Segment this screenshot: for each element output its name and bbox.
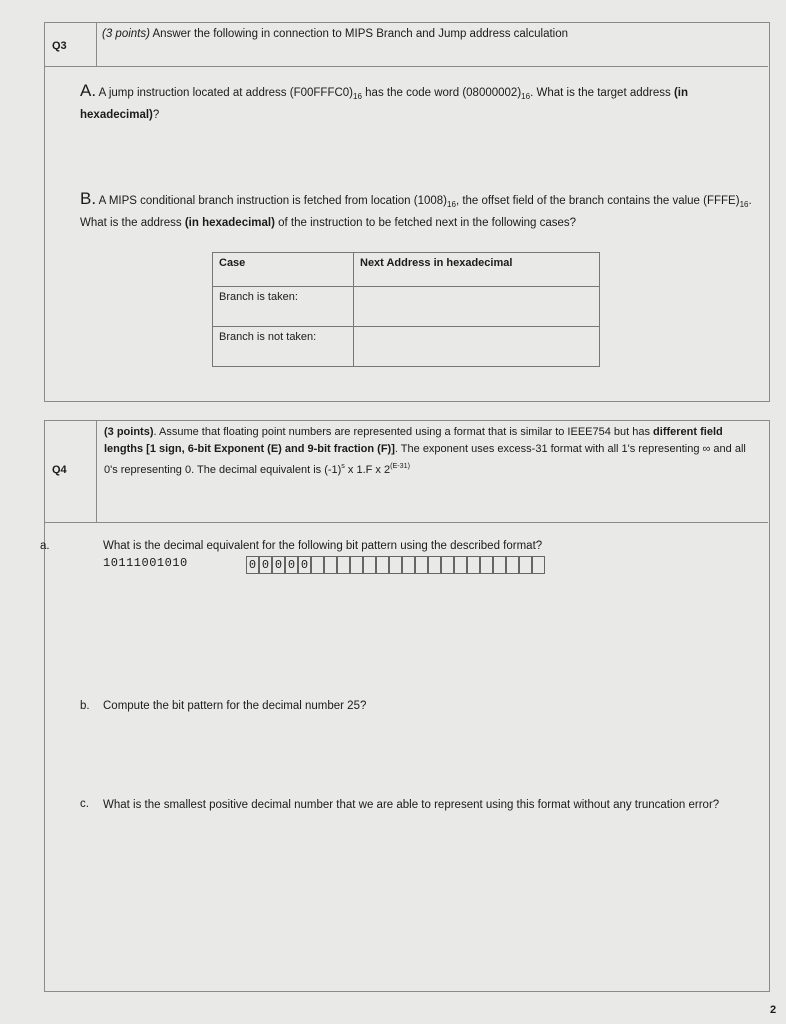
bit-cell[interactable]	[363, 556, 376, 574]
table-row	[213, 287, 600, 327]
q3-header	[102, 28, 752, 40]
bit-cell[interactable]: 0	[272, 556, 285, 574]
q3-label: Q3	[52, 40, 67, 52]
table-row	[213, 327, 600, 367]
q4-c-letter: c.	[80, 798, 89, 810]
bit-cell[interactable]	[402, 556, 415, 574]
table-cell-answer[interactable]	[354, 327, 600, 367]
q4-points: (3 points)	[104, 426, 154, 438]
q4-c-text: What is the smallest positive decimal number that we are able to represent using this format without any truncation error?	[103, 799, 720, 811]
bit-cell[interactable]	[376, 556, 389, 574]
page-number: 2	[770, 1004, 777, 1016]
table-header-row	[213, 253, 600, 287]
table-cell-case: Branch is taken:	[213, 287, 354, 327]
bit-cell[interactable]	[506, 556, 519, 574]
bit-cell[interactable]: 0	[298, 556, 311, 574]
q4-label-divider	[96, 420, 97, 522]
table-header-next-address: Next Address in hexadecimal	[354, 253, 600, 287]
bit-pattern: 10111001010	[103, 556, 188, 570]
bit-cell[interactable]	[519, 556, 532, 574]
bit-cell[interactable]	[480, 556, 493, 574]
bit-cell[interactable]: 0	[285, 556, 298, 574]
bit-cells	[246, 556, 545, 574]
q3-header-text: Answer the following in connection to MIPS Branch and Jump address calculation	[149, 28, 569, 40]
q3-part-b: B. A MIPS conditional branch instruction is fetched from location $(1008)_{16}$, the offset field of the branch contains the value $(FFFE)_{16}$. What is the address (in hexadecimal) of the instruction to be fetched next in the following cases?	[80, 189, 752, 229]
bit-cell[interactable]	[441, 556, 454, 574]
bit-cell[interactable]	[428, 556, 441, 574]
q4-a-text: What is the decimal equivalent for the following bit pattern using the described format?	[103, 540, 543, 552]
bit-cell[interactable]	[532, 556, 545, 574]
bit-cell[interactable]	[324, 556, 337, 574]
q3-b-letter: B.	[80, 189, 97, 208]
table-header-case: Case	[213, 253, 354, 287]
bit-cell[interactable]	[311, 556, 324, 574]
q3-a-letter: A.	[80, 81, 97, 100]
q3-points: (3 points)	[102, 28, 150, 40]
bit-cell[interactable]	[493, 556, 506, 574]
q4-label: Q4	[52, 464, 67, 476]
q4-a-letter: a.	[40, 540, 50, 552]
infinity-symbol: ∞	[702, 443, 711, 455]
table-cell-case: Branch is not taken:	[213, 327, 354, 367]
q4-header: (3 points). Assume that floating point numbers are represented using a format that is similar to IEEE754 but has different field lengths [1 sign, 6-bit Exponent (E) and 9-bit fraction (F)]. The exponent uses excess-31 format with all 1's representing ∞ and all 0's representing 0. The decimal equivalent is $(-1)^s$ x 1.F x $2^{(E-31)}$	[104, 426, 746, 476]
bit-cell[interactable]: 0	[259, 556, 272, 574]
bit-cell[interactable]	[389, 556, 402, 574]
bit-cell[interactable]	[454, 556, 467, 574]
bit-cell[interactable]: 0	[246, 556, 259, 574]
bit-cell[interactable]	[415, 556, 428, 574]
table-cell-answer[interactable]	[354, 287, 600, 327]
bit-cell[interactable]	[467, 556, 480, 574]
bit-cell[interactable]	[350, 556, 363, 574]
q4-b-letter: b.	[80, 700, 90, 712]
case-table	[212, 252, 600, 367]
q3-part-a: A. A jump instruction located at address $(F00FFFC0)_{16}$ has the code word $(08000002)_{16}$. What is the target address (in hexadecimal)?	[80, 81, 689, 121]
bit-cell[interactable]	[337, 556, 350, 574]
q3-label-divider	[96, 22, 97, 66]
q4-b-text: Compute the bit pattern for the decimal number 25?	[103, 700, 367, 712]
